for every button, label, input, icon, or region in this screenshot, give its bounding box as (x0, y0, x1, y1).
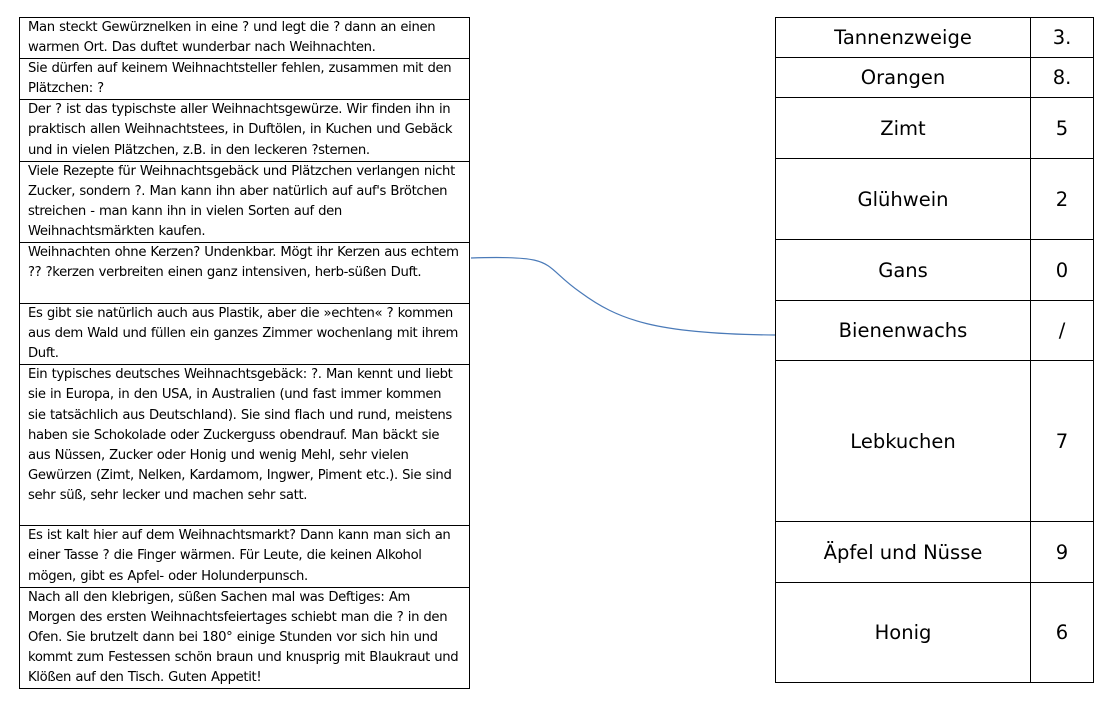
answer-word: Tannenzweige (776, 18, 1031, 58)
clue-text: Weihnachten ohne Kerzen? Undenkbar. Mögt ihr Kerzen aus echtem ?? ?kerzen verbreiten einen ganz intensiven, herb-süßen Duft. (20, 243, 470, 304)
answer-row (776, 98, 1094, 159)
clue-text: Sie dürfen auf keinem Weihnachtsteller fehlen, zusammen mit den Plätzchen: ? (20, 59, 470, 100)
clue-row (20, 161, 470, 242)
answer-number: 6 (1031, 583, 1094, 683)
clue-row (20, 59, 470, 100)
answer-row (776, 240, 1094, 301)
clue-row (20, 526, 470, 587)
clue-row (20, 304, 470, 365)
clue-text: Es ist kalt hier auf dem Weihnachtsmarkt? Dann kann man sich an einer Tasse ? die Finger wärmen. Für Leute, die keinen Alkohol mögen, gibt es Apfel- oder Holunderpunsch. (20, 526, 470, 587)
answer-word: Gans (776, 240, 1031, 301)
answer-row (776, 159, 1094, 240)
answer-row (776, 522, 1094, 583)
answer-word: Honig (776, 583, 1031, 683)
answer-number: 9 (1031, 522, 1094, 583)
clue-row (20, 587, 470, 688)
answer-row (776, 301, 1094, 361)
clue-text: Nach all den klebrigen, süßen Sachen mal was Deftiges: Am Morgen des ersten Weihnachtsfeiertages schiebt man die ? in den Ofen. Sie brutzelt dann bei 180° einige Stunden vor sich hin und kommt zum Festessen schön braun und knusprig mit Blaukraut und Klößen auf den Tisch. Guten Appetit! (20, 587, 470, 688)
answer-table (775, 17, 1094, 683)
match-connector-line[interactable] (471, 257, 775, 335)
answer-row (776, 361, 1094, 522)
answer-word: Glühwein (776, 159, 1031, 240)
answer-number: 7 (1031, 361, 1094, 522)
answer-word: Lebkuchen (776, 361, 1031, 522)
answer-word: Bienenwachs (776, 301, 1031, 361)
answer-number: 0 (1031, 240, 1094, 301)
clue-row (20, 18, 470, 59)
clue-row (20, 243, 470, 304)
answer-number: 5 (1031, 98, 1094, 159)
clue-text: Man steckt Gewürznelken in eine ? und legt die ? dann an einen warmen Ort. Das duftet wunderbar nach Weihnachten. (20, 18, 470, 59)
clue-text: Es gibt sie natürlich auch aus Plastik, aber die »echten« ? kommen aus dem Wald und füllen ein ganzes Zimmer wochenlang mit ihrem Duft. (20, 304, 470, 365)
answer-number: / (1031, 301, 1094, 361)
clue-table (19, 17, 470, 689)
answer-word: Äpfel und Nüsse (776, 522, 1031, 583)
answer-row (776, 58, 1094, 98)
answer-word: Orangen (776, 58, 1031, 98)
answer-row (776, 18, 1094, 58)
answer-row (776, 583, 1094, 683)
clue-text: Der ? ist das typischste aller Weihnachtsgewürze. Wir finden ihn in praktisch allen Weihnachtstees, in Duftölen, in Kuchen und Gebäck und in vielen Plätzchen, z.B. in den leckeren ?sternen. (20, 100, 470, 161)
answer-number: 3. (1031, 18, 1094, 58)
answer-word: Zimt (776, 98, 1031, 159)
clue-row (20, 365, 470, 526)
answer-number: 8. (1031, 58, 1094, 98)
clue-row (20, 100, 470, 161)
clue-text: Ein typisches deutsches Weihnachtsgebäck: ?. Man kennt und liebt sie in Europa, in den USA, in Australien (und fast immer kommen sie tatsächlich aus Deutschland). Sie sind flach und rund, meistens haben sie Schokolade oder Zuckerguss obendrauf. Man bäckt sie aus Nüssen, Zucker oder Honig und wenig Mehl, sehr vielen Gewürzen (Zimt, Nelken, Kardamom, Ingwer, Piment etc.). Sie sind sehr süß, sehr lecker und machen sehr satt. (20, 365, 470, 526)
answer-number: 2 (1031, 159, 1094, 240)
clue-text: Viele Rezepte für Weihnachtsgebäck und Plätzchen verlangen nicht Zucker, sondern ?. Man kann ihn aber natürlich auf auf's Brötchen streichen - man kann ihn in vielen Sorten auf den Weihnachtsmärkten kaufen. (20, 161, 470, 242)
